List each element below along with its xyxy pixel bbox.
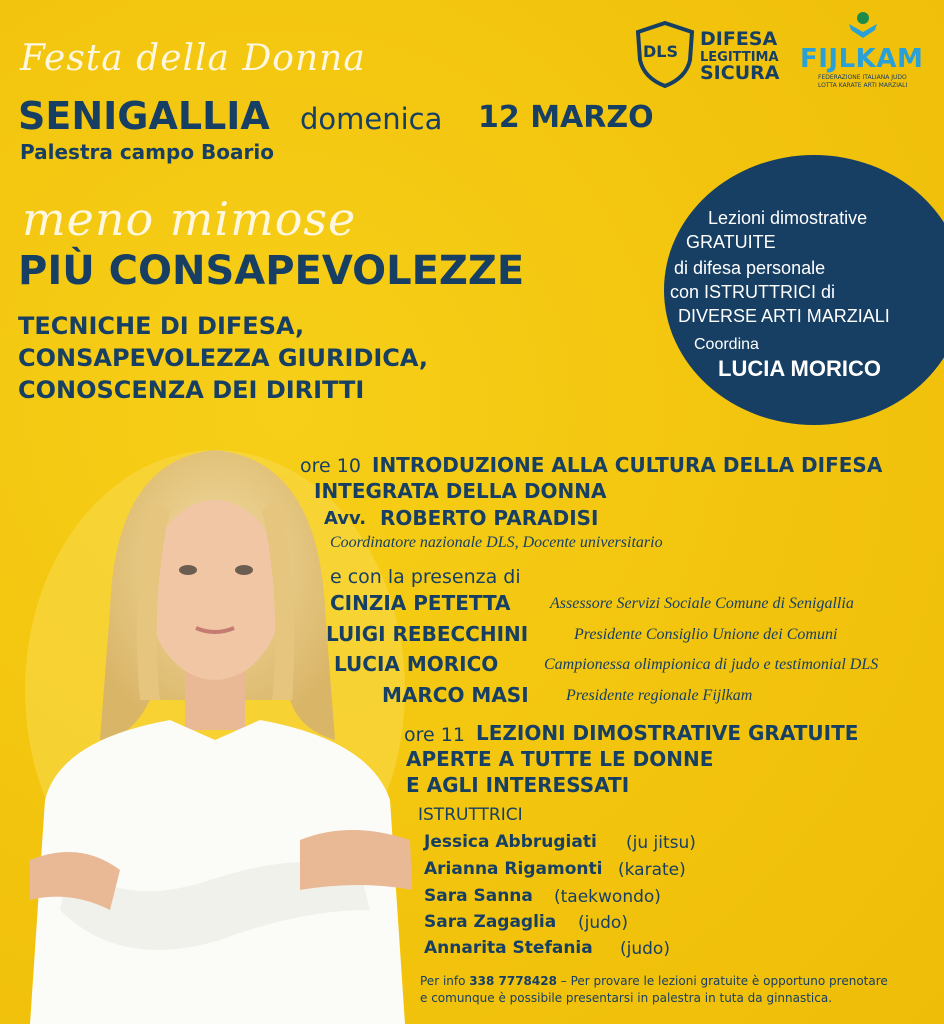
instructor-name-4: Sara Zagaglia: [424, 912, 557, 932]
city: SENIGALLIA: [18, 94, 270, 138]
headline-script: meno mimose: [22, 192, 357, 246]
dls-line1: DIFESA: [700, 28, 778, 50]
dls-mark: DLS: [643, 42, 678, 61]
circle-line4: con ISTRUTTRICI di: [670, 282, 836, 302]
guest-name-2: LUIGI REBECCHINI: [326, 622, 529, 646]
fijlkam-emblem-icon: [845, 10, 881, 44]
headline-sub3: CONOSCENZA DEI DIRITTI: [18, 376, 365, 404]
guest-name-4: MARCO MASI: [382, 683, 529, 707]
info-label: Per info: [420, 974, 466, 988]
presence-label: e con la presenza di: [330, 566, 521, 588]
ore10-title-b: INTEGRATA DELLA DONNA: [314, 479, 607, 503]
headline-sub1: TECNICHE DI DIFESA,: [18, 312, 305, 340]
fijlkam-sub2: LOTTA KARATE ARTI MARZIALI: [818, 82, 908, 89]
dls-line2: LEGITTIMA: [700, 50, 779, 65]
headline-sub2: CONSAPEVOLEZZA GIURIDICA,: [18, 344, 429, 372]
ore11-title-b: APERTE A TUTTE LE DONNE: [406, 747, 714, 771]
ore10-title-a: INTRODUZIONE ALLA CULTURA DELLA DIFESA: [372, 453, 883, 477]
instructor-art-5: (judo): [620, 939, 670, 959]
circle-line6: Coordina: [694, 336, 759, 353]
guest-role-1: Assessore Servizi Sociale Comune di Senigallia: [550, 595, 854, 612]
circle-line3: di difesa personale: [674, 258, 826, 278]
fijlkam-sub1: FEDERAZIONE ITALIANA JUDO: [818, 74, 907, 81]
instructor-name-3: Sara Sanna: [424, 886, 533, 906]
circle-line7: LUCIA MORICO: [718, 356, 881, 381]
dls-line3: SICURA: [700, 62, 780, 84]
footer-line1: [420, 974, 888, 988]
ore11-label: ore 11: [404, 724, 465, 746]
guest-role-3: Campionessa olimpionica di judo e testimonial DLS: [544, 656, 879, 673]
istruttrici-label: ISTRUTTRICI: [418, 805, 523, 825]
footer-line2: e comunque è possibile presentarsi in palestra in tuta da ginnastica.: [420, 991, 833, 1005]
venue: Palestra campo Boario: [20, 140, 274, 164]
guest-role-2: Presidente Consiglio Unione dei Comuni: [574, 626, 838, 643]
avv-label: Avv.: [324, 508, 367, 529]
instructor-art-2: (karate): [618, 860, 686, 880]
instructor-art-3: (taekwondo): [554, 887, 661, 907]
instructor-name-5: Annarita Stefania: [424, 938, 593, 958]
instructor-art-4: (judo): [578, 913, 628, 933]
ore11-title-a: LEZIONI DIMOSTRATIVE GRATUITE: [476, 721, 859, 745]
guest-name-1: CINZIA PETETTA: [330, 591, 511, 615]
guest-role-4: Presidente regionale Fijlkam: [566, 687, 753, 704]
instructor-art-1: (ju jitsu): [626, 833, 696, 853]
instructor-name-2: Arianna Rigamonti: [424, 859, 603, 879]
speaker-name: ROBERTO PARADISI: [380, 506, 599, 530]
fijlkam-logo: FIJLKAM: [800, 44, 924, 74]
instructor-name-1: Jessica Abbrugiati: [424, 832, 597, 852]
ore11-title-c: E AGLI INTERESSATI: [406, 773, 630, 797]
ore10-label: ore 10: [300, 455, 361, 477]
circle-line1: Lezioni dimostrative: [708, 208, 868, 228]
day: domenica: [300, 102, 443, 136]
headline-main: PIÙ CONSAPEVOLEZZE: [18, 248, 525, 294]
circle-line2: GRATUITE: [686, 232, 776, 252]
info-phone[interactable]: 338 7778428: [469, 974, 557, 988]
date: 12 MARZO: [478, 100, 654, 135]
circle-line5: DIVERSE ARTI MARZIALI: [678, 306, 890, 326]
festa-title: Festa della Donna: [20, 38, 366, 79]
guest-name-3: LUCIA MORICO: [334, 652, 499, 676]
footer-line1-rest: – Per provare le lezioni gratuite è opportuno prenotare: [560, 974, 888, 988]
speaker-role: Coordinatore nazionale DLS, Docente universitario: [330, 534, 663, 551]
